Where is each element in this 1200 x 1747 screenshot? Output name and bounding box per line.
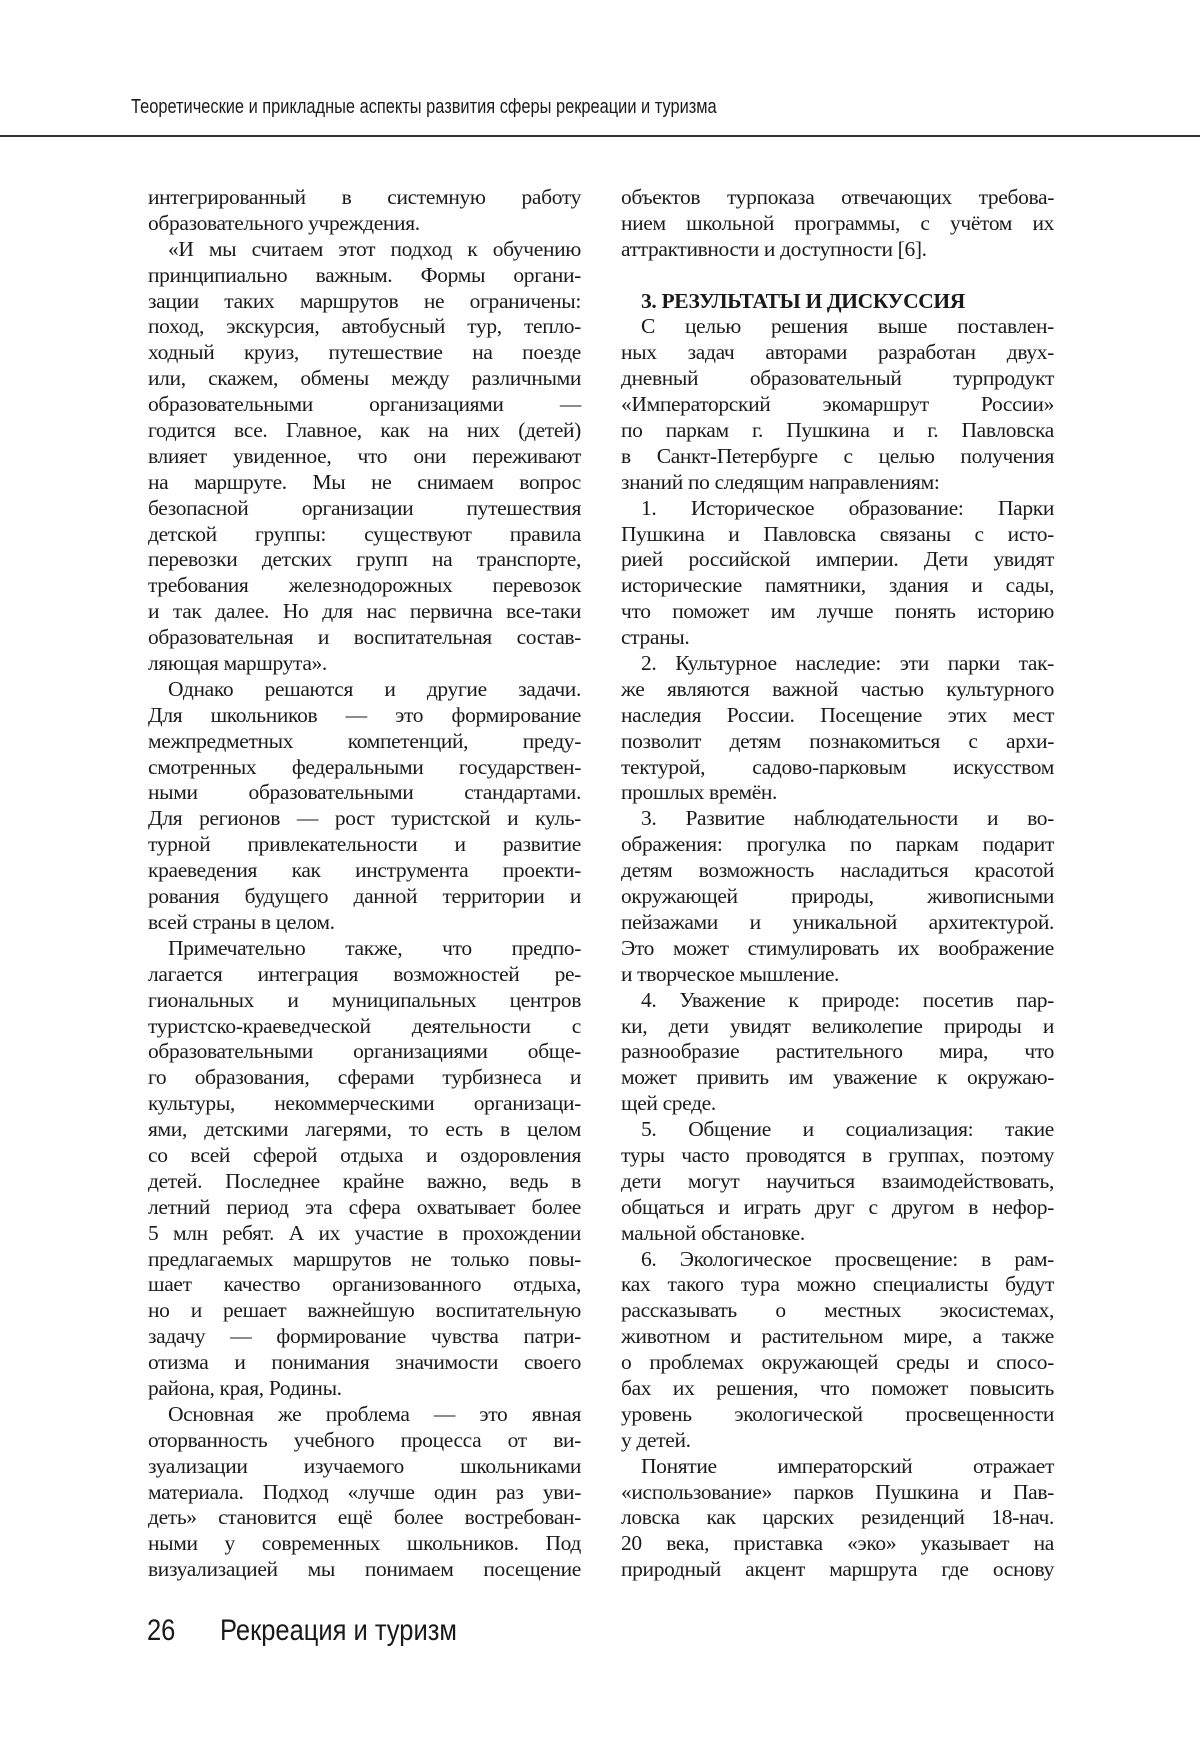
text-line: ными образовательными стандартами.	[148, 780, 581, 806]
paragraph	[148, 1402, 581, 1583]
text-line: детской группы: существуют правила	[148, 522, 581, 548]
text-line: со всей сферой отдыха и оздоровления	[148, 1143, 581, 1169]
text-line: Это может стимулировать их воображение	[621, 936, 1054, 962]
text-line: тектурой, садово-парковым искусством	[621, 755, 1054, 781]
text-line: оторванность учебного процесса от ви-	[148, 1428, 581, 1454]
text-line: знаний по следящим направлениям:	[621, 470, 1054, 496]
text-line: зуализации изучаемого школьниками	[148, 1454, 581, 1480]
text-line: турной привлекательности и развитие	[148, 832, 581, 858]
text-line: лагается интеграция возможностей ре-	[148, 962, 581, 988]
text-line: смотренных федеральными государствен-	[148, 755, 581, 781]
paragraph	[148, 936, 581, 1402]
text-line: 5. Общение и социализация: такие	[621, 1117, 1054, 1143]
text-line: деть» становится ещё более востребован-	[148, 1505, 581, 1531]
text-line: животном и растительном мире, а также	[621, 1324, 1054, 1350]
blank-line	[621, 263, 1054, 289]
text-line: летний период эта сфера охватывает более	[148, 1195, 581, 1221]
paragraph	[621, 185, 1054, 263]
text-line: шает качество организованного отдыха,	[148, 1272, 581, 1298]
text-line: требования железнодорожных перевозок	[148, 573, 581, 599]
text-line: краеведения как инструмента проекти-	[148, 858, 581, 884]
text-line: ляющая маршрута».	[148, 651, 581, 677]
text-line: ных задач авторами разработан двух-	[621, 340, 1054, 366]
text-line: но и решает важнейшую воспитательную	[148, 1298, 581, 1324]
text-line: детям возможность насладиться красотой	[621, 858, 1054, 884]
text-line: туристско-краеведческой деятельности с	[148, 1014, 581, 1040]
text-line: «Императорский экомаршрут России»	[621, 392, 1054, 418]
text-line: щей среде.	[621, 1091, 1054, 1117]
text-line: в Санкт-Петербурге с целью получения	[621, 444, 1054, 470]
text-line: пейзажами и уникальной архитектурой.	[621, 910, 1054, 936]
paragraph	[148, 677, 581, 936]
text-line: «И мы считаем этот подход к обучению	[148, 237, 581, 263]
text-line: го образования, сферами турбизнеса и	[148, 1065, 581, 1091]
text-line: страны.	[621, 625, 1054, 651]
text-line: принципиально важным. Формы органи-	[148, 263, 581, 289]
text-line: у детей.	[621, 1428, 1054, 1454]
text-line: или, скажем, обмены между различными	[148, 366, 581, 392]
text-line: рией российской империи. Дети увидят	[621, 547, 1054, 573]
text-line: на маршруте. Мы не снимаем вопрос	[148, 470, 581, 496]
text-line: 6. Экологическое просвещение: в рам-	[621, 1247, 1054, 1273]
text-line: 2. Культурное наследие: эти парки так-	[621, 651, 1054, 677]
section-heading: 3. РЕЗУЛЬТАТЫ И ДИСКУССИЯ	[621, 289, 1054, 315]
text-line: зации таких маршрутов не ограничены:	[148, 289, 581, 315]
paragraph	[148, 237, 581, 677]
text-column-right	[621, 185, 1054, 1583]
text-line: образовательными организациями —	[148, 392, 581, 418]
text-line: ки, дети увидят великолепие природы и	[621, 1014, 1054, 1040]
text-line: гиональных и муниципальных центров	[148, 988, 581, 1014]
text-line: дети могут научиться взаимодействовать,	[621, 1169, 1054, 1195]
text-line: ходный круиз, путешествие на поезде	[148, 340, 581, 366]
text-line: же являются важной частью культурного	[621, 677, 1054, 703]
text-line: визуализацией мы понимаем посещение	[148, 1557, 581, 1583]
text-line: «использование» парков Пушкина и Пав-	[621, 1480, 1054, 1506]
text-line: 20 века, приставка «эко» указывает на	[621, 1531, 1054, 1557]
text-line: 1. Историческое образование: Парки	[621, 496, 1054, 522]
text-line: детей. Последнее крайне важно, ведь в	[148, 1169, 581, 1195]
text-line: Для регионов — рост туристской и куль-	[148, 806, 581, 832]
text-line: влияет увиденное, что они переживают	[148, 444, 581, 470]
text-line: Понятие императорский отражает	[621, 1454, 1054, 1480]
text-line: может привить им уважение к окружаю-	[621, 1065, 1054, 1091]
text-line: бах их решения, что поможет повысить	[621, 1376, 1054, 1402]
paragraph	[621, 314, 1054, 495]
text-line: и творческое мышление.	[621, 962, 1054, 988]
paragraph	[621, 1247, 1054, 1454]
text-line: природный акцент маршрута где основу	[621, 1557, 1054, 1583]
text-line: наследия России. Посещение этих мест	[621, 703, 1054, 729]
text-line: межпредметных компетенций, преду-	[148, 729, 581, 755]
paragraph	[621, 806, 1054, 987]
text-line: ображения: прогулка по паркам подарит	[621, 832, 1054, 858]
paragraph	[621, 496, 1054, 651]
text-line: материала. Подход «лучше один раз уви-	[148, 1480, 581, 1506]
text-line: образовательного учреждения.	[148, 211, 581, 237]
text-line: рассказывать о местных экосистемах,	[621, 1298, 1054, 1324]
text-line: рования будущего данной территории и	[148, 884, 581, 910]
text-line: безопасной организации путешествия	[148, 496, 581, 522]
text-line: о проблемах окружающей среды и спосо-	[621, 1350, 1054, 1376]
text-line: Для школьников — это формирование	[148, 703, 581, 729]
text-line: что поможет им лучше понять историю	[621, 599, 1054, 625]
text-line: 5 млн ребят. А их участие в прохождении	[148, 1221, 581, 1247]
text-line: 4. Уважение к природе: посетив пар-	[621, 988, 1054, 1014]
text-line: нием школьной программы, с учётом их	[621, 211, 1054, 237]
text-line: годится все. Главное, как на них (детей)	[148, 418, 581, 444]
text-line: ловска как царских резиденций 18-нач.	[621, 1505, 1054, 1531]
text-line: объектов турпоказа отвечающих требова-	[621, 185, 1054, 211]
text-line: исторические памятники, здания и сады,	[621, 573, 1054, 599]
text-line: культуры, некоммерческими организаци-	[148, 1091, 581, 1117]
text-line: туры часто проводятся в группах, поэтому	[621, 1143, 1054, 1169]
text-line: отизма и понимания значимости своего	[148, 1350, 581, 1376]
text-line: района, края, Родины.	[148, 1376, 581, 1402]
text-line: общаться и играть друг с другом в нефор-	[621, 1195, 1054, 1221]
paragraph	[621, 1454, 1054, 1583]
paragraph	[621, 988, 1054, 1117]
text-line: С целью решения выше поставлен-	[621, 314, 1054, 340]
header-divider	[0, 135, 1200, 137]
running-header-title: Теоретические и прикладные аспекты развития сферы рекреации и туризма	[131, 96, 717, 119]
text-line: интегрированный в системную работу	[148, 185, 581, 211]
paragraph	[621, 651, 1054, 806]
text-line: всей страны в целом.	[148, 910, 581, 936]
text-line: по паркам г. Пушкина и г. Павловска	[621, 418, 1054, 444]
text-line: образовательная и воспитательная состав-	[148, 625, 581, 651]
text-line: предлагаемых маршрутов не только повы-	[148, 1247, 581, 1273]
text-column-left	[148, 185, 581, 1583]
journal-title: Рекреация и туризм	[220, 1614, 457, 1648]
text-line: ках такого тура можно специалисты будут	[621, 1272, 1054, 1298]
text-line: ными у современных школьников. Под	[148, 1531, 581, 1557]
text-line: Примечательно также, что предпо-	[148, 936, 581, 962]
text-line: и так далее. Но для нас первична все-таки	[148, 599, 581, 625]
text-line: Однако решаются и другие задачи.	[148, 677, 581, 703]
text-line: окружающей природы, живописными	[621, 884, 1054, 910]
text-line: Основная же проблема — это явная	[148, 1402, 581, 1428]
text-line: аттрактивности и доступности [6].	[621, 237, 1054, 263]
text-line: поход, экскурсия, автобусный тур, тепло-	[148, 314, 581, 340]
text-line: перевозки детских групп на транспорте,	[148, 547, 581, 573]
text-line: уровень экологической просвещенности	[621, 1402, 1054, 1428]
text-line: ями, детскими лагерями, то есть в целом	[148, 1117, 581, 1143]
text-line: разнообразие растительного мира, что	[621, 1039, 1054, 1065]
text-line: 3. Развитие наблюдательности и во-	[621, 806, 1054, 832]
page-number: 26	[147, 1614, 175, 1648]
text-line: мальной обстановке.	[621, 1221, 1054, 1247]
text-line: дневный образовательный турпродукт	[621, 366, 1054, 392]
paragraph	[148, 185, 581, 237]
text-line: Пушкина и Павловска связаны с исто-	[621, 522, 1054, 548]
text-line: задачу — формирование чувства патри-	[148, 1324, 581, 1350]
text-line: прошлых времён.	[621, 780, 1054, 806]
text-line: образовательными организациями обще-	[148, 1039, 581, 1065]
paragraph	[621, 1117, 1054, 1246]
text-line: позволит детям познакомиться с архи-	[621, 729, 1054, 755]
